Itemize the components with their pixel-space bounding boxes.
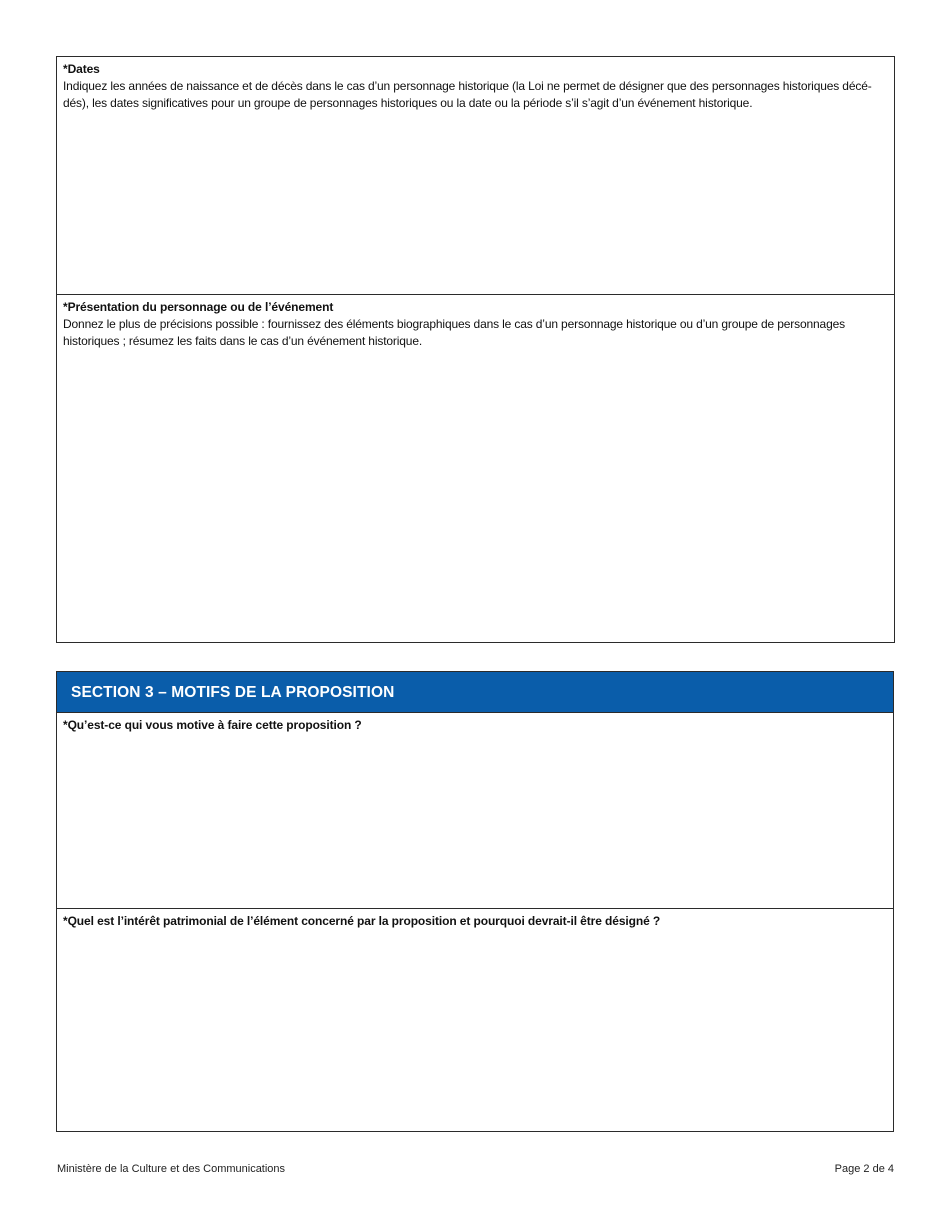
heritage-interest-field[interactable] <box>57 908 893 1131</box>
section-3 <box>56 671 894 1132</box>
motivation-field[interactable] <box>57 713 893 909</box>
motivation-label: *Qu’est-ce qui vous motive à faire cette proposition ? <box>63 718 362 732</box>
dates-field[interactable] <box>57 57 894 295</box>
footer-ministry: Ministère de la Culture et des Communications <box>57 1163 286 1175</box>
dates-help: Indiquez les années de naissance et de décès dans le cas d’un personnage historique (la Loi ne permet de désigner que des personnages historiques décé-dés), les dates significatives pour un groupe de personnages historiques ou la date ou la période s’il s’agit d’un événement historique. <box>63 79 872 110</box>
section-3-title: SECTION 3 – MOTIFS DE LA PROPOSITION <box>57 672 893 713</box>
section-2-fields <box>56 56 895 643</box>
presentation-help: Donnez le plus de précisions possible : fournissez des éléments biographiques dans le cas d’un personnage historique ou d’un groupe de personnages historiques ; résumez les faits dans le cas d’un événement historique. <box>63 317 845 348</box>
footer-page-number: Page 2 de 4 <box>834 1163 894 1175</box>
heritage-interest-label: *Quel est l’intérêt patrimonial de l’élément concerné par la proposition et pourquoi devrait-il être désigné ? <box>63 914 661 928</box>
dates-label: *Dates <box>63 62 100 76</box>
presentation-label: *Présentation du personnage ou de l’événement <box>63 300 334 314</box>
presentation-field[interactable] <box>57 294 894 642</box>
